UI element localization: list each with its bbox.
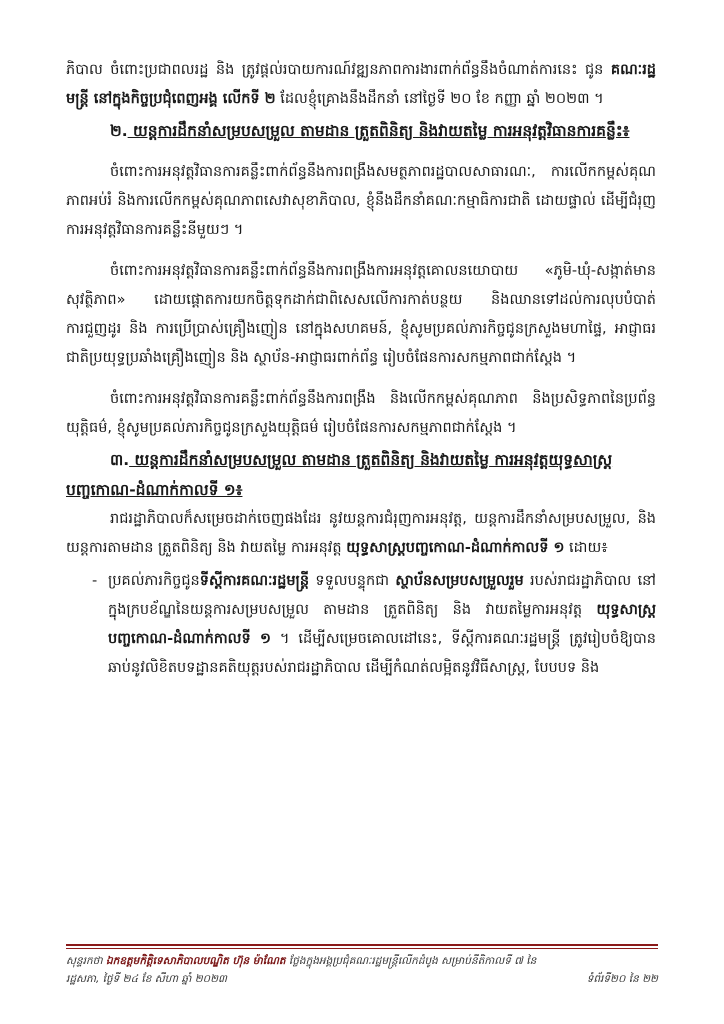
bold-text-run: យុទ្ធសាស្ត្របញ្ចកោណ-ដំណាក់កាលទី ១	[346, 540, 565, 556]
heading-text: យន្តការដឹកនាំសម្របសម្រួល តាមដាន ត្រួតពិនិត្យ និងវាយតម្លៃ ការអនុវត្តវិធានការគន្លឹះ៖	[127, 122, 630, 140]
footer-date: រដ្ឋសភា, ថ្ងៃទី ២៤ ខែ សីហា ឆ្នាំ ២០២៣	[66, 973, 228, 985]
text-run: របស់រាជរដ្ឋាភិបាល នៅក្នុងក្របខ័ណ្ឌនៃយន្តការសម្របសម្រួល តាមដាន ត្រួតពិនិត្យ និង វាយតម្លៃការអនុវត្ត	[108, 573, 656, 618]
text-run: ប្រគល់ភារកិច្ចជូន	[108, 573, 200, 589]
text-run: ភិបាល ចំពោះប្រជាពលរដ្ឋ និង ត្រូវផ្តល់របាយការណ៍វឌ្ឍនភាពការងារពាក់ព័ន្ធនឹងចំណាត់ការនេះ ជូន	[66, 62, 611, 78]
section-heading-2	[66, 116, 656, 146]
paragraph	[66, 505, 656, 563]
text-run: ទទួលបន្ទុកជា	[309, 573, 396, 589]
footer-text: ថ្លែងក្នុងអង្គប្រជុំគណៈរដ្ឋមន្ត្រីលើកដំបូង សម្រាប់នីតិកាលទី ៧ នៃ	[285, 955, 537, 967]
paragraph: ចំពោះការអនុវត្តវិធានការគន្លឹះពាក់ព័ន្ធនឹងការពង្រឹងការអនុវត្តគោលនយោបាយ «ភូមិ-ឃុំ-សង្កាត់មានសុវត្ថិភាព» ដោយផ្តោតការយកចិត្តទុកដាក់ជាពិសេសលើការកាត់បន្ថយ និងឈានទៅដល់ការលុបបំបាត់ ការជួញដូរ និង ការប្រើប្រាស់គ្រឿងញៀន នៅក្នុងសហគមន៍, ខ្ញុំសូមប្រគល់ភារកិច្ចជូនក្រសួងមហាផ្ទៃ, អាជ្ញាធរជាតិប្រយុទ្ធប្រឆាំងគ្រឿងញៀន និង ស្ថាប័ន-អាជ្ញាធរពាក់ព័ន្ធ រៀបចំផែនការសកម្មភាពជាក់ស្តែង ។	[66, 263, 656, 366]
text-run: ដោយ៖	[564, 540, 608, 556]
text-run: រាជរដ្ឋាភិបាលក៏សម្រេចដាក់ចេញផងដែរ នូវយន្តការជំរុញការអនុវត្ត, យន្តការដឹកនាំសម្របសម្រួល, និង យន្តការតាមដាន ត្រួតពិនិត្យ និង វាយតម្លៃ ការអនុវត្ត	[66, 511, 656, 556]
footer-line-2	[66, 970, 658, 988]
footer-line-1	[66, 952, 658, 970]
page-number: ទំព័រទី២០ នៃ ២២	[586, 973, 658, 985]
bold-text-run: គណៈរដ្ឋមន្ត្រី នៅក្នុងកិច្ចប្រជុំពេញអង្គ លើកទី ២	[66, 62, 656, 107]
bold-text-run: ទីស្តីការគណៈរដ្ឋមន្ត្រី	[199, 573, 310, 589]
paragraph: ចំពោះការអនុវត្តវិធានការគន្លឹះពាក់ព័ន្ធនឹងការពង្រឹងសមត្ថភាពរដ្ឋបាលសាធារណៈ, ការលើកកម្ពស់គុណភាពអប់រំ និងការលើកកម្ពស់គុណភាពសេវាសុខាភិបាល, ខ្ញុំនឹងដឹកនាំគណៈកម្មាធិការជាតិ ដោយផ្ទាល់ ដើម្បីជំរុញការអនុវត្តវិធានការគន្លឹះនីមួយៗ ។	[66, 164, 656, 238]
section-heading-3	[66, 445, 656, 505]
footer-rule	[66, 944, 658, 946]
text-run: ដែលខ្ញុំគ្រោងនឹងដឹកនាំ នៅថ្ងៃទី ២០ ខែ កញ្ញា ឆ្នាំ ២០២៣ ។	[275, 91, 604, 107]
footer-text: សុន្ទរកថា	[66, 955, 106, 967]
footer-speaker-name: ឯកឧត្តមកិត្តិទេសាភិបាលបណ្ឌិត ហ៊ុន ម៉ាណែត	[106, 955, 286, 967]
text-run: ។ ដើម្បីសម្រេចគោលដៅនេះ, ទីស្តីការគណៈរដ្ឋមន្ត្រី ត្រូវរៀបចំឱ្យបានឆាប់នូវលិខិតបទដ្ឋានគតិយុត្តរបស់រាជរដ្ឋាភិបាល ដើម្បីកំណត់លម្អិតនូវវិធីសាស្ត្រ, បែបបទ និង	[108, 631, 656, 676]
heading-text: យន្តការដឹកនាំសម្របសម្រួល តាមដាន ត្រួតពិនិត្យ និងវាយតម្លៃ ការអនុវត្តយុទ្ធសាស្ត្របញ្ចកោណ-ដំណាក់កាលទី ១៖	[66, 451, 613, 499]
paragraph-continuation	[66, 56, 656, 114]
heading-number: ២.	[110, 122, 128, 140]
footer-rule-thin	[66, 948, 658, 949]
heading-number: ៣.	[110, 451, 130, 469]
paragraph: ចំពោះការអនុវត្តវិធានការគន្លឹះពាក់ព័ន្ធនឹងការពង្រឹង និងលើកកម្ពស់គុណភាព និងប្រសិទ្ធភាពនៃប្រព័ន្ធយុត្តិធម៌, ខ្ញុំសូមប្រគល់ភារកិច្ចជូនក្រសួងយុត្តិធម៌ រៀបចំផែនការសកម្មភាពជាក់ស្តែង ។	[66, 391, 656, 436]
bold-text-run: យុទ្ធសាស្ត្របញ្ចកោណ-ដំណាក់កាលទី ១	[108, 602, 656, 647]
page-footer	[66, 952, 658, 988]
bold-text-run: ស្ថាប័នសម្របសម្រួលរួម	[395, 573, 524, 589]
document-body	[66, 56, 656, 683]
bullet-text	[108, 567, 656, 683]
bullet-item	[66, 567, 656, 683]
bullet-marker: -	[92, 573, 98, 589]
